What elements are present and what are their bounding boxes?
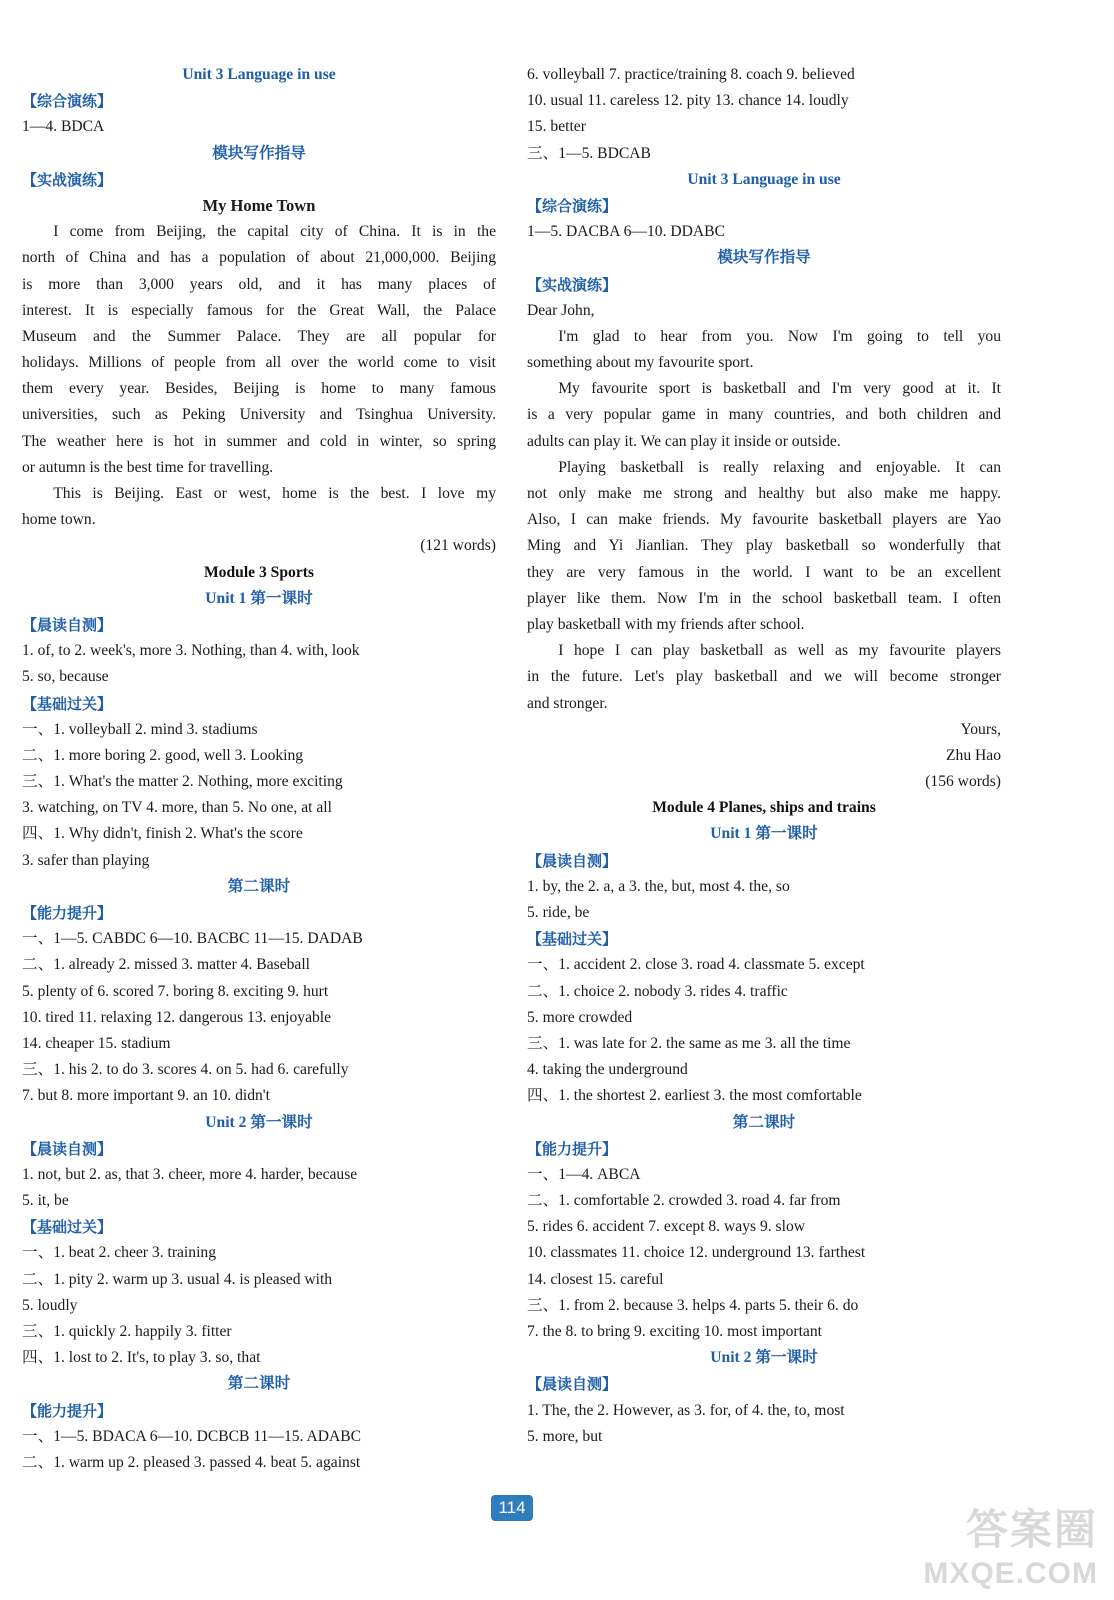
answer-line: 1. The, the 2. However, as 3. for, of 4. the, to, most [527, 1401, 845, 1419]
answer-line: 二、1. more boring 2. good, well 3. Looking [22, 746, 304, 764]
answer-line: 5. more crowded [527, 1008, 633, 1026]
essay-line: Playing basketball is really relaxing and enjoyable. It can [558, 458, 1001, 476]
essay-line: or autumn is the best time for travelling. [22, 458, 274, 476]
exercise-label: 【能力提升】 [22, 1401, 113, 1420]
essay-line: in the future. Let's play basketball and we will become stronger [527, 668, 1001, 686]
answer-line: 二、1. choice 2. nobody 3. rides 4. traffic [527, 982, 788, 1000]
right-aligned-line: (121 words) [420, 537, 496, 555]
answer-line: 三、1. his 2. to do 3. scores 4. on 5. had 6. carefully [22, 1061, 349, 1079]
essay-line: Museum and the Summer Palace. They are all popular for [22, 327, 496, 345]
answer-line: 3. safer than playing [22, 851, 150, 869]
watermark-logo: 答案圈 [965, 1505, 1098, 1554]
watermark [913, 1497, 1098, 1592]
answer-line: 三、1. from 2. because 3. helps 4. parts 5. their 6. do [527, 1296, 859, 1314]
exercise-label: 【实战演练】 [22, 170, 113, 189]
watermark-url: MXQE.COM [923, 1557, 1098, 1590]
essay-line: Also, I can make friends. My favourite basketball players are Yao [527, 511, 1001, 529]
answer-line: 1—5. DACBA 6—10. DDABC [527, 223, 725, 241]
answer-line: 一、1. accident 2. close 3. road 4. classmate 5. except [527, 956, 865, 974]
section-heading: Unit 3 Language in use [687, 170, 841, 188]
answer-line: 5. so, because [22, 668, 109, 686]
exercise-label: 【综合演练】 [527, 196, 618, 215]
answer-line: 5. loudly [22, 1296, 78, 1314]
essay-line: I come from Beijing, the capital city of China. It is in the [53, 223, 496, 241]
answer-line: 3. watching, on TV 4. more, than 5. No one, at all [22, 799, 332, 817]
section-heading: Unit 2 第一课时 [205, 1113, 313, 1131]
right-aligned-line: Yours, [960, 720, 1001, 738]
exercise-label: 【基础过关】 [527, 930, 618, 949]
essay-line: Ming and Yi Jianlian. They play basketball so wonderfully that [527, 537, 1001, 555]
essay-line: I hope I can play basketball as well as my favourite players [558, 642, 1001, 660]
exercise-label: 【综合演练】 [22, 92, 113, 111]
module-heading: Module 3 Sports [203, 563, 315, 581]
answer-line: 1—4. BDCA [22, 118, 105, 136]
exercise-label: 【晨读自测】 [527, 851, 618, 870]
module-heading: Module 4 Planes, ships and trains [652, 799, 876, 817]
answer-line: 一、1—4. ABCA [527, 1165, 641, 1183]
essay-line: Dear John, [527, 301, 595, 319]
exercise-label: 【能力提升】 [527, 1139, 618, 1158]
answer-line: 1. not, but 2. as, that 3. cheer, more 4. harder, because [22, 1165, 358, 1183]
section-heading: Unit 2 第一课时 [710, 1349, 818, 1367]
answer-line: 四、1. Why didn't, finish 2. What's the score [22, 825, 303, 843]
exercise-label: 【晨读自测】 [22, 1139, 113, 1158]
answer-line: 一、1—5. CABDC 6—10. BACBC 11—15. DADAB [22, 930, 363, 948]
answer-line: 5. rides 6. accident 7. except 8. ways 9. slow [527, 1218, 806, 1236]
answer-line: 四、1. the shortest 2. earliest 3. the most comfortable [527, 1087, 862, 1105]
right-aligned-line: (156 words) [925, 773, 1001, 791]
answer-line: 10. classmates 11. choice 12. underground 13. farthest [527, 1244, 866, 1262]
essay-line: player like them. Now I'm in the school basketball team. I often [527, 589, 1001, 607]
section-heading: 第二课时 [227, 1375, 291, 1393]
section-heading: Unit 3 Language in use [182, 66, 336, 83]
answer-line: 14. closest 15. careful [527, 1270, 664, 1288]
exercise-label: 【实战演练】 [527, 275, 618, 294]
answer-line: 一、1—5. BDACA 6—10. DCBCB 11—15. ADABC [22, 1427, 362, 1445]
right-aligned-line: Zhu Hao [946, 746, 1001, 764]
essay-line: home town. [22, 511, 96, 529]
essay-line: My favourite sport is basketball and I'm very good at it. It [558, 380, 1001, 398]
answer-line: 1. by, the 2. a, a 3. the, but, most 4. the, so [527, 877, 790, 895]
answer-line: 三、1. was late for 2. the same as me 3. all the time [527, 1034, 851, 1052]
answer-line: 二、1. warm up 2. pleased 3. passed 4. beat 5. against [22, 1453, 361, 1471]
exercise-label: 【晨读自测】 [527, 1375, 618, 1394]
left-column [22, 62, 496, 1476]
essay-line: holidays. Millions of people from all over the world come to visit [22, 354, 496, 372]
answer-line: 一、1. volleyball 2. mind 3. stadiums [22, 720, 258, 738]
essay-line: play basketball with my friends after school. [527, 615, 805, 633]
answer-line: 10. usual 11. careless 12. pity 13. chance 14. loudly [527, 92, 849, 110]
answer-line: 15. better [527, 118, 586, 136]
exercise-label: 【基础过关】 [22, 694, 113, 713]
exercise-label: 【能力提升】 [22, 904, 113, 922]
essay-line: north of China and has a population of about 21,000,000. Beijing [22, 249, 496, 267]
answer-line: 二、1. pity 2. warm up 3. usual 4. is pleased with [22, 1270, 333, 1288]
answer-line: 一、1. beat 2. cheer 3. training [22, 1244, 216, 1262]
answer-line: 二、1. already 2. missed 3. matter 4. Baseball [22, 956, 310, 974]
essay-line: and stronger. [527, 694, 608, 712]
answer-line: 7. the 8. to bring 9. exciting 10. most important [527, 1323, 822, 1340]
essay-line: I'm glad to hear from you. Now I'm going to tell you [558, 327, 1001, 345]
essay-line: universities, such as Peking University and Tsinghua University. [22, 406, 496, 424]
page-number: 114 [491, 1495, 533, 1521]
section-heading: 模块写作指导 [717, 249, 811, 267]
exercise-label: 【晨读自测】 [22, 615, 113, 634]
essay-line: them every year. Besides, Beijing is home to many famous [22, 380, 496, 398]
section-heading: 模块写作指导 [212, 144, 306, 162]
essay-line: This is Beijing. East or west, home is the best. I love my [53, 485, 496, 502]
essay-line: adults can play it. We can play it inside or outside. [527, 432, 841, 450]
essay-line: The weather here is hot in summer and cold in winter, so spring [22, 432, 496, 450]
answer-line: 5. it, be [22, 1192, 69, 1210]
answer-line: 10. tired 11. relaxing 12. dangerous 13. enjoyable [22, 1008, 332, 1026]
answer-line: 二、1. comfortable 2. crowded 3. road 4. far from [527, 1192, 841, 1210]
answer-line: 5. plenty of 6. scored 7. boring 8. exciting 9. hurt [22, 982, 329, 1000]
section-heading: Unit 1 第一课时 [710, 825, 818, 843]
answer-line: 四、1. lost to 2. It's, to play 3. so, that [22, 1349, 261, 1367]
answer-line: 4. taking the underground [527, 1061, 688, 1079]
answer-line: 6. volleyball 7. practice/training 8. coach 9. believed [527, 66, 855, 83]
section-heading: 第二课时 [732, 1113, 796, 1131]
essay-line: they are very famous in the world. I want to be an excellent [527, 563, 1001, 581]
answer-line: 5. more, but [527, 1427, 603, 1445]
essay-title: My Home Town [202, 195, 316, 215]
answer-line: 三、1. What's the matter 2. Nothing, more exciting [22, 773, 343, 791]
essay-line: is more than 3,000 years old, and it has many places of [22, 275, 496, 293]
answer-line: 三、1—5. BDCAB [527, 144, 651, 162]
essay-line: not only make me strong and healthy but also make me happy. [527, 485, 1001, 502]
answer-line: 三、1. quickly 2. happily 3. fitter [22, 1323, 232, 1340]
answer-line: 7. but 8. more important 9. an 10. didn't [22, 1087, 270, 1105]
section-heading: Unit 1 第一课时 [205, 589, 313, 607]
essay-line: something about my favourite sport. [527, 354, 754, 372]
section-heading: 第二课时 [227, 877, 291, 895]
exercise-label: 【基础过关】 [22, 1218, 113, 1237]
answer-line: 14. cheaper 15. stadium [22, 1034, 171, 1052]
right-column [527, 62, 1001, 1450]
essay-line: is a very popular game in many countries, and both children and [527, 406, 1001, 424]
essay-line: interest. It is especially famous for the Great Wall, the Palace [22, 301, 496, 319]
answer-line: 1. of, to 2. week's, more 3. Nothing, than 4. with, look [22, 642, 360, 660]
answer-line: 5. ride, be [527, 904, 590, 921]
